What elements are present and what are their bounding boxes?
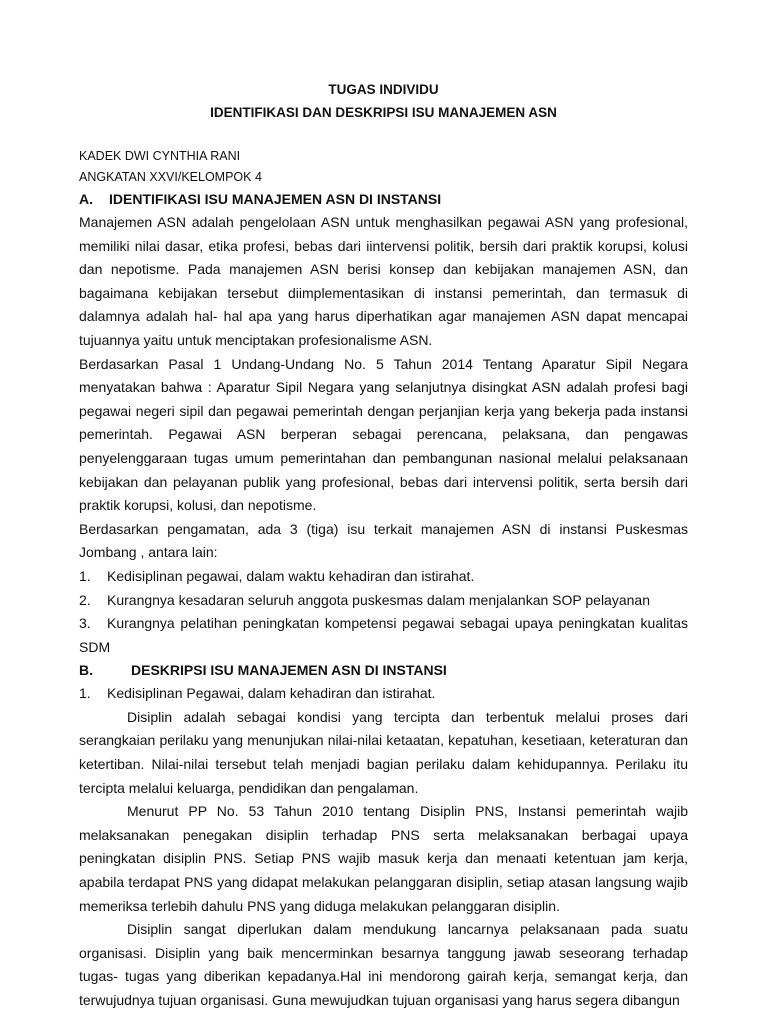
- section-b-letter: B.: [79, 662, 93, 679]
- issue-text: Kedisiplinan pegawai, dalam waktu kehadiran dan istirahat.: [107, 567, 475, 584]
- issue-list-item: [79, 589, 688, 613]
- section-a-letter: A.: [79, 191, 93, 207]
- issue-number: 1.: [79, 567, 91, 584]
- issue-number: 2.: [79, 591, 91, 608]
- issue-list-item: [79, 565, 688, 589]
- section-b-heading: [79, 659, 688, 682]
- issue-number: 3.: [79, 615, 91, 632]
- section-b-paragraph-3: Disiplin sangat diperlukan dalam mendukung lancarnya pelaksanaan pada suatu organisasi. Disiplin yang baik mencerminkan besarnya tanggung jawab seseorang terhadap tugas- tugas yang diberikan kepadanya.Hal ini mendorong gairah kerja, semangat kerja, dan terwujudnya tujuan organisasi. Guna mewujudkan tujuan organisasi yang harus segera dibangun: [79, 921, 688, 1008]
- section-a-paragraph-2: Berdasarkan Pasal 1 Undang-Undang No. 5 Tahun 2014 Tentang Aparatur Sipil Negara menyatakan bahwa : Aparatur Sipil Negara yang selanjutnya disingkat ASN adalah profesi bagi pegawai negeri sipil dan pegawai pemerintah dengan perjanjian kerja yang bekerja pada instansi pemerintah. Pegawai ASN berperan sebagai perencana, pelaksana, dan pengawas penyelenggaraan tugas umum pemerintahan dan pembangunan nasional melalui pelaksanaan kebijakan dan pelayanan publik yang profesional, bebas dari intervensi politik, serta bersih dari praktik korupsi, kolusi, dan nepotisme.: [79, 355, 688, 514]
- issue-text: Kurangnya kesadaran seluruh anggota puskesmas dalam menjalankan SOP pelayanan: [107, 591, 650, 608]
- issue-list-item: [79, 612, 688, 659]
- document-page: [79, 78, 688, 1013]
- section-b-item-number: 1.: [79, 685, 91, 702]
- section-b-paragraph-2: Menurut PP No. 53 Tahun 2010 tentang Disiplin PNS, Instansi pemerintah wajib melaksanakan penegakan disiplin terhadap PNS serta melaksanakan berbagai upaya peningkatan disiplin PNS. Setiap PNS wajib masuk kerja dan menaati ketentuan jam kerja, apabila terdapat PNS yang didapat melakukan pelanggaran disiplin, setiap atasan langsung wajib memeriksa terlebih dahulu PNS yang diduga melakukan pelanggaran disiplin.: [79, 803, 688, 914]
- section-a-title: IDENTIFIKASI ISU MANAJEMEN ASN DI INSTANSI: [109, 191, 442, 207]
- section-a-heading: [79, 188, 688, 211]
- document-subtitle: IDENTIFIKASI DAN DESKRIPSI ISU MANAJEMEN ASN: [210, 105, 557, 120]
- document-title: TUGAS INDIVIDU: [328, 82, 439, 97]
- author-name: KADEK DWI CYNTHIA RANI: [79, 149, 241, 163]
- section-b-title: DESKRIPSI ISU MANAJEMEN ASN DI INSTANSI: [131, 662, 447, 679]
- issue-text: Kurangnya pelatihan peningkatan kompetensi pegawai sebagai upaya peningkatan kualitas SDM: [79, 615, 688, 655]
- section-a-paragraph-1: Manajemen ASN adalah pengelolaan ASN untuk menghasilkan pegawai ASN yang profesional, memiliki nilai dasar, etika profesi, bebas dari iintervensi politik, bersih dari praktik korupsi, kolusi dan nepotisme. Pada manajemen ASN berisi konsep dan kebijakan manajemen ASN, dan bagaimana kebijakan tersebut diimplementasikan di instansi pemerintah, dan termasuk di dalamnya adalah hal- hal apa yang harus diperhatikan agar manajemen ASN dapat mencapai tujuannya yaitu untuk menciptakan profesionalisme ASN.: [79, 214, 688, 348]
- group-label: ANGKATAN XXVI/KELOMPOK 4: [79, 170, 262, 184]
- section-a-paragraph-3: Berdasarkan pengamatan, ada 3 (tiga) isu terkait manajemen ASN di instansi Puskesmas Jombang , antara lain:: [79, 520, 688, 561]
- section-b-paragraph-1: Disiplin adalah sebagai kondisi yang tercipta dan terbentuk melalui proses dari serangkaian perilaku yang menunjukan nilai-nilai ketaatan, kepatuhan, kesetiaan, keteraturan dan ketertiban. Nilai-nilai tersebut telah menjadi bagian perilaku dalam kehidupannya. Perilaku itu tercipta melalui keluarga, pendidikan dan pengalaman.: [79, 708, 688, 796]
- section-b-item-text: Kedisiplinan Pegawai, dalam kehadiran dan istirahat.: [107, 685, 436, 702]
- section-b-list-item: [79, 682, 688, 706]
